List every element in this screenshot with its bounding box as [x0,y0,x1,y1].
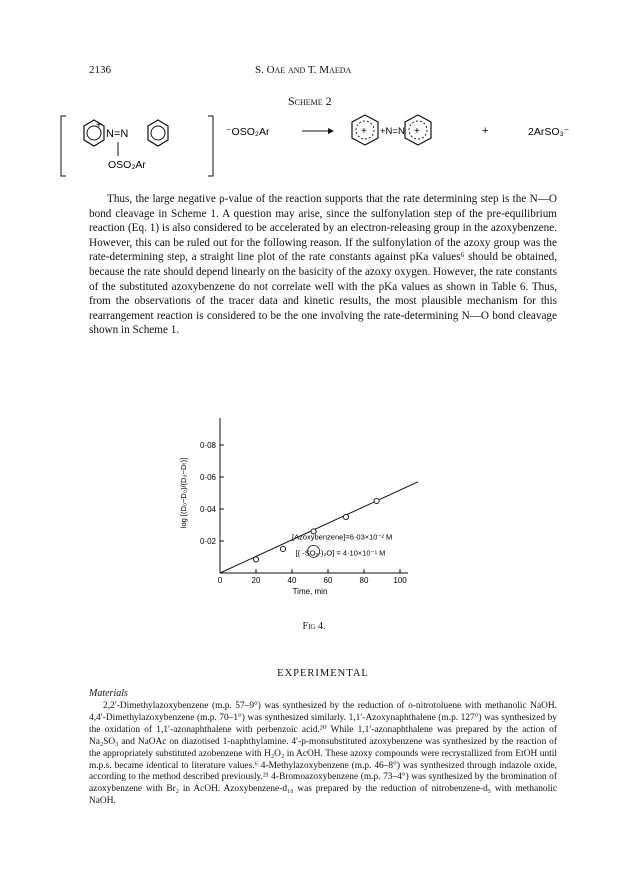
substituent-label: OSO₂Ar [108,159,146,171]
annotation-azoxybenzene: [Azoxybenzene]=6·03×10⁻² M [292,532,393,542]
body-paragraph: Thus, the large negative ρ-value of the reaction supports that the rate determining step is the N—O bond cleavage in Scheme 1. A question may arise, since the sulfonylation step of the pre-equilibrium reaction (Eq. 1) is also considered to be accelerated by an electron-releasing group in the azoxybenzene. However, this can be ruled out for the following reason. If the sulfonylation of the azoxy group was the rate-determining step, a straight line plot of the rate constants against pKa values⁶ should be obtained, because the rate should depend linearly on the basicity of the azoxy oxygen. However, the rate constants of the substituted azoxybenzene do not correlate well with the pKa values as shown in Table 6. Thus, from the observations of the tracer data and kinetic results, the most plausible mechanism for this rearrangement reaction is considered to be the one involving the rate-determining N—O bond cleavage shown in Scheme 1. [89,193,557,337]
right-bracket [208,116,213,176]
y-axis-label: log [(D₀−D₀)/(D₀−Dₜ)] [179,457,188,529]
y-tick-label: 0·08 [199,441,216,450]
benzene-ring-2 [148,120,168,146]
x-tick-label: 20 [251,576,261,585]
scheme-diagram [60,112,580,182]
coproduct-label: 2ArSO₃⁻ [528,126,570,138]
x-tick-label: 40 [287,576,297,585]
running-authors: S. Oae and T. Maeda [255,64,352,76]
product-ring-1 [352,115,378,145]
data-point [374,498,379,503]
counter-ion: ⁻OSO₂Ar [226,126,270,138]
scheme-title: Scheme 2 [288,94,332,108]
annotation-anhydride: [( -SO₂-)₂O] = 4·10×10⁻¹ M [295,548,386,558]
svg-text:+: + [414,126,420,137]
y-tick-label: 0·02 [199,537,216,546]
x-tick-label: 80 [359,576,369,585]
figure-caption: Fig 4. [302,621,326,632]
product-ring-2 [405,115,431,145]
x-tick-label: 0 [217,576,223,585]
left-bracket [61,116,66,176]
azo-label: N=N [106,128,129,140]
x-tick-label: 100 [393,576,407,585]
y-tick-label: 0·06 [199,473,216,482]
product-azo-label: +N=N [380,126,405,137]
data-point [343,514,348,519]
data-point [253,557,258,562]
svg-text:+: + [361,126,367,137]
fit-line [220,482,418,573]
materials-paragraph: 2,2′-Dimethylazoxybenzene (m.p. 57–9°) was synthesized by the reduction of o-nitrotoluene with methanolic NaOH. 4,4′-Dimethylazoxybenzene (m.p. 70–1°) was synthesized similarly. 1,1′-Azoxynaphthalene (m.p. 127°) was synthesized by the oxidation of 1,1′-azonaphthalene with perbenzoic acid.²⁰ While 1,1′-azonaphthalene was prepared by the action of Na₂SO₃ and NaOAc on diazotised 1-naphthylamine. 4′-p-monsubstituted azoxybenzene was synthesized by the reaction of the appropriately substituted azobenzene with H₂O₂ in AcOH. These azoxy compounds were recrystallized from EtOH until m.p.s. became identical to literature values.⁶ 4-Methylazoxybenzene (m.p. 46–8°) was synthesized through indazole oxide, according to the method described previously.²¹ 4-Bromoazoxybenzene (m.p. 73–4°) was synthesized by the bromination of azoxybenzene with Br₂ in AcOH. Azoxybenzene-d₁₀ was prepared by the reduction of nitrobenzene-d₅ with methanolic NaOH. [89,701,557,807]
experimental-heading: EXPERIMENTAL [277,668,369,679]
x-tick-label: 60 [323,576,333,585]
y-tick-label: 0·04 [199,505,216,514]
plus-sign: + [482,125,489,137]
data-point [280,546,285,551]
plus-charge: + [96,120,102,131]
figure-4-chart [150,410,480,615]
page-number: 2136 [89,64,111,76]
materials-subheading: Materials [89,688,128,699]
x-axis-label: Time, min [292,587,328,596]
